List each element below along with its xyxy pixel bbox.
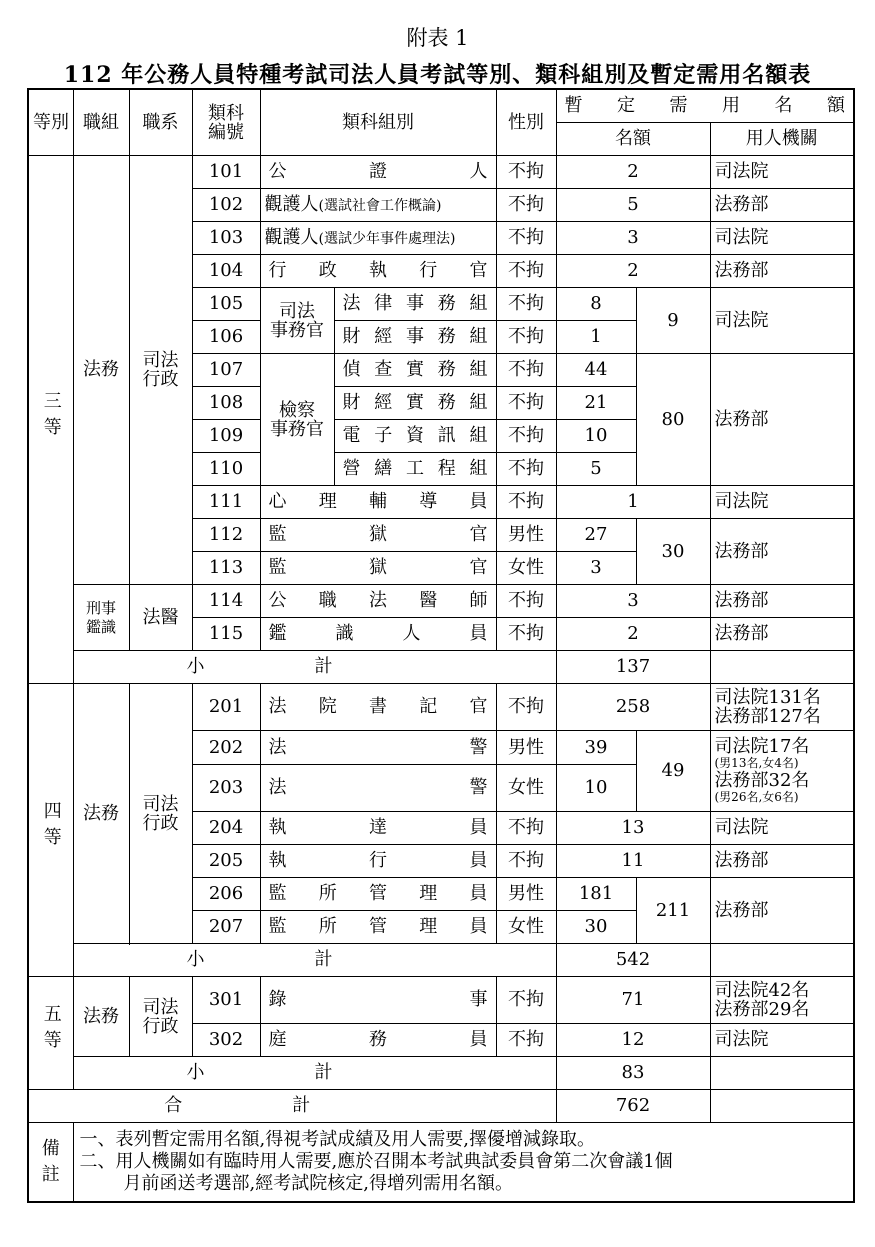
group-cell: 法務 <box>73 977 129 1057</box>
category-cell: 營繕工程組 <box>334 453 496 486</box>
remarks-row <box>28 1123 854 1203</box>
subtotal-value: 137 <box>556 651 710 684</box>
gender-cell: 不拘 <box>496 288 556 321</box>
category-cell: 公職法醫師 <box>260 585 496 618</box>
agency-cell: 司法院131名 法務部127名 <box>710 684 854 731</box>
code-cell: 102 <box>192 189 260 222</box>
total-row <box>28 1090 854 1123</box>
merged-quota-cell: 9 <box>636 288 710 354</box>
subtotal-value: 83 <box>556 1057 710 1090</box>
category-cell: 偵查實務組 <box>334 354 496 387</box>
quota-cell: 8 <box>556 288 636 321</box>
code-cell: 201 <box>192 684 260 731</box>
category-cell: 觀護人(選試社會工作概論) <box>260 189 496 222</box>
quota-cell: 13 <box>556 812 710 845</box>
agency-cell: 司法院42名 法務部29名 <box>710 977 854 1024</box>
code-cell: 106 <box>192 321 260 354</box>
category-cell: 執達員 <box>260 812 496 845</box>
gender-cell: 不拘 <box>496 812 556 845</box>
group-cell: 刑事 鑑識 <box>73 585 129 651</box>
category-cell: 心理輔導員 <box>260 486 496 519</box>
agency-cell: 司法院 <box>710 486 854 519</box>
code-cell: 113 <box>192 552 260 585</box>
category-cell: 執行員 <box>260 845 496 878</box>
gender-cell: 男性 <box>496 519 556 552</box>
group-cell: 法務 <box>73 684 129 944</box>
code-cell: 111 <box>192 486 260 519</box>
subgroup-cell: 檢察 事務官 <box>260 354 334 486</box>
quota-cell: 1 <box>556 321 636 354</box>
code-cell: 108 <box>192 387 260 420</box>
gender-cell: 女性 <box>496 765 556 812</box>
remark-item: 二、用人機關如有臨時用人需要,應於召開本考試典試委員會第二次會議1個 <box>79 1151 673 1172</box>
category-cell: 監所管理員 <box>260 878 496 911</box>
header-code: 類科 編號 <box>192 89 260 156</box>
header-group: 職組 <box>73 89 129 156</box>
table-row <box>28 977 854 1024</box>
grade-cell: 三等 <box>28 156 73 684</box>
code-cell: 104 <box>192 255 260 288</box>
quota-cell: 3 <box>556 552 636 585</box>
agency-cell: 法務部 <box>710 618 854 651</box>
code-cell: 302 <box>192 1024 260 1057</box>
code-cell: 109 <box>192 420 260 453</box>
gender-cell: 不拘 <box>496 321 556 354</box>
gender-cell: 不拘 <box>496 618 556 651</box>
series-cell: 司法 行政 <box>129 156 192 585</box>
quota-cell: 21 <box>556 387 636 420</box>
gender-cell: 男性 <box>496 731 556 765</box>
gender-cell: 不拘 <box>496 1024 556 1057</box>
gender-cell: 不拘 <box>496 684 556 731</box>
quota-cell: 258 <box>556 684 710 731</box>
table-row <box>28 156 854 189</box>
agency-cell: 司法院 <box>710 156 854 189</box>
merged-quota-cell: 30 <box>636 519 710 585</box>
document-title: 112 年公務人員特種考試司法人員考試等別、類科組別及暫定需用名額表 <box>63 62 812 88</box>
header-agency: 用人機關 <box>710 123 854 156</box>
subtotal-agency-blank <box>710 651 854 684</box>
category-cell: 法警 <box>260 731 496 765</box>
quota-cell: 2 <box>556 255 710 288</box>
code-cell: 203 <box>192 765 260 812</box>
agency-cell: 司法院 <box>710 222 854 255</box>
agency-cell: 司法院 <box>710 1024 854 1057</box>
code-cell: 107 <box>192 354 260 387</box>
header-category: 類科組別 <box>260 89 496 156</box>
grade-cell: 五等 <box>28 977 73 1090</box>
category-cell: 錄事 <box>260 977 496 1024</box>
category-cell: 公證人 <box>260 156 496 189</box>
subtotal-label: 小計 <box>73 944 556 977</box>
agency-cell: 司法院 <box>710 812 854 845</box>
agency-cell: 法務部 <box>710 585 854 618</box>
gender-cell: 不拘 <box>496 845 556 878</box>
remark-item: 一、表列暫定需用名額,得視考試成績及用人需要,擇優增減錄取。 <box>79 1129 595 1150</box>
remark-item-continuation: 月前函送考選部,經考試院核定,得增列需用名額。 <box>123 1173 513 1194</box>
code-cell: 202 <box>192 731 260 765</box>
subgroup-cell: 司法 事務官 <box>260 288 334 354</box>
code-cell: 103 <box>192 222 260 255</box>
quota-cell: 5 <box>556 189 710 222</box>
code-cell: 205 <box>192 845 260 878</box>
header-series: 職系 <box>129 89 192 156</box>
quota-cell: 44 <box>556 354 636 387</box>
subtotal-row <box>28 651 854 684</box>
gender-cell: 不拘 <box>496 453 556 486</box>
total-value: 762 <box>556 1090 710 1123</box>
category-cell: 電子資訊組 <box>334 420 496 453</box>
quota-cell: 11 <box>556 845 710 878</box>
gender-cell: 不拘 <box>496 977 556 1024</box>
code-cell: 115 <box>192 618 260 651</box>
category-cell: 財經實務組 <box>334 387 496 420</box>
quota-cell: 3 <box>556 222 710 255</box>
total-label: 合計 <box>28 1090 556 1123</box>
gender-cell: 男性 <box>496 878 556 911</box>
quota-cell: 39 <box>556 731 636 765</box>
quota-cell: 30 <box>556 911 636 944</box>
series-cell: 司法 行政 <box>129 977 192 1057</box>
total-agency-blank <box>710 1090 854 1123</box>
merged-quota-cell: 211 <box>636 878 710 944</box>
gender-cell: 不拘 <box>496 387 556 420</box>
category-cell: 行政執行官 <box>260 255 496 288</box>
code-cell: 204 <box>192 812 260 845</box>
code-cell: 301 <box>192 977 260 1024</box>
header-gender: 性別 <box>496 89 556 156</box>
code-cell: 101 <box>192 156 260 189</box>
quota-cell: 1 <box>556 486 710 519</box>
category-cell: 鑑識人員 <box>260 618 496 651</box>
agency-cell: 法務部 <box>710 189 854 222</box>
subtotal-row <box>28 944 854 977</box>
header-row <box>28 89 854 123</box>
gender-cell: 不拘 <box>496 585 556 618</box>
code-cell: 105 <box>192 288 260 321</box>
gender-cell: 不拘 <box>496 255 556 288</box>
gender-cell: 不拘 <box>496 222 556 255</box>
category-cell: 監所管理員 <box>260 911 496 944</box>
group-cell: 法務 <box>73 156 129 585</box>
subtotal-row <box>28 1057 854 1090</box>
category-cell: 監獄官 <box>260 552 496 585</box>
category-cell: 監獄官 <box>260 519 496 552</box>
code-cell: 114 <box>192 585 260 618</box>
subtotal-agency-blank <box>710 944 854 977</box>
subtotal-value: 542 <box>556 944 710 977</box>
quota-cell: 12 <box>556 1024 710 1057</box>
agency-cell: 法務部 <box>710 255 854 288</box>
subtotal-agency-blank <box>710 1057 854 1090</box>
quota-cell: 10 <box>556 765 636 812</box>
gender-cell: 女性 <box>496 552 556 585</box>
category-cell: 法院書記官 <box>260 684 496 731</box>
gender-cell: 不拘 <box>496 420 556 453</box>
subtotal-label: 小計 <box>73 651 556 684</box>
gender-cell: 女性 <box>496 911 556 944</box>
quota-cell: 2 <box>556 618 710 651</box>
series-cell: 司法 行政 <box>129 684 192 944</box>
quota-cell: 5 <box>556 453 636 486</box>
quota-cell: 181 <box>556 878 636 911</box>
header-grade: 等別 <box>28 89 73 156</box>
annex-caption: 附表 1 <box>406 26 469 50</box>
header-quota-title: 暫定需用名額 <box>556 89 854 123</box>
gender-cell: 不拘 <box>496 189 556 222</box>
agency-cell: 法務部 <box>710 519 854 585</box>
quota-cell: 27 <box>556 519 636 552</box>
table-row <box>28 684 854 731</box>
quota-cell: 10 <box>556 420 636 453</box>
agency-cell: 法務部 <box>710 354 854 486</box>
agency-cell: 司法院17名 (男13名,女4名) 法務部32名 (男26名,女6名) <box>710 731 854 812</box>
gender-cell: 不拘 <box>496 354 556 387</box>
merged-quota-cell: 80 <box>636 354 710 486</box>
agency-cell: 法務部 <box>710 845 854 878</box>
merged-quota-cell: 49 <box>636 731 710 812</box>
grade-cell: 四等 <box>28 684 73 977</box>
remarks-label: 備 註 <box>28 1123 73 1203</box>
table-row <box>28 585 854 618</box>
quota-cell: 3 <box>556 585 710 618</box>
agency-cell: 司法院 <box>710 288 854 354</box>
gender-cell: 不拘 <box>496 486 556 519</box>
code-cell: 110 <box>192 453 260 486</box>
quota-cell: 2 <box>556 156 710 189</box>
category-cell: 法警 <box>260 765 496 812</box>
quota-cell: 71 <box>556 977 710 1024</box>
code-cell: 206 <box>192 878 260 911</box>
subtotal-label: 小計 <box>73 1057 556 1090</box>
code-cell: 207 <box>192 911 260 944</box>
quota-table <box>27 88 855 1203</box>
code-cell: 112 <box>192 519 260 552</box>
header-quota: 名額 <box>556 123 710 156</box>
category-cell: 庭務員 <box>260 1024 496 1057</box>
series-cell: 法醫 <box>129 585 192 651</box>
category-cell: 觀護人(選試少年事件處理法) <box>260 222 496 255</box>
category-cell: 財經事務組 <box>334 321 496 354</box>
remarks-text <box>73 1123 854 1203</box>
category-cell: 法律事務組 <box>334 288 496 321</box>
agency-cell: 法務部 <box>710 878 854 944</box>
gender-cell: 不拘 <box>496 156 556 189</box>
